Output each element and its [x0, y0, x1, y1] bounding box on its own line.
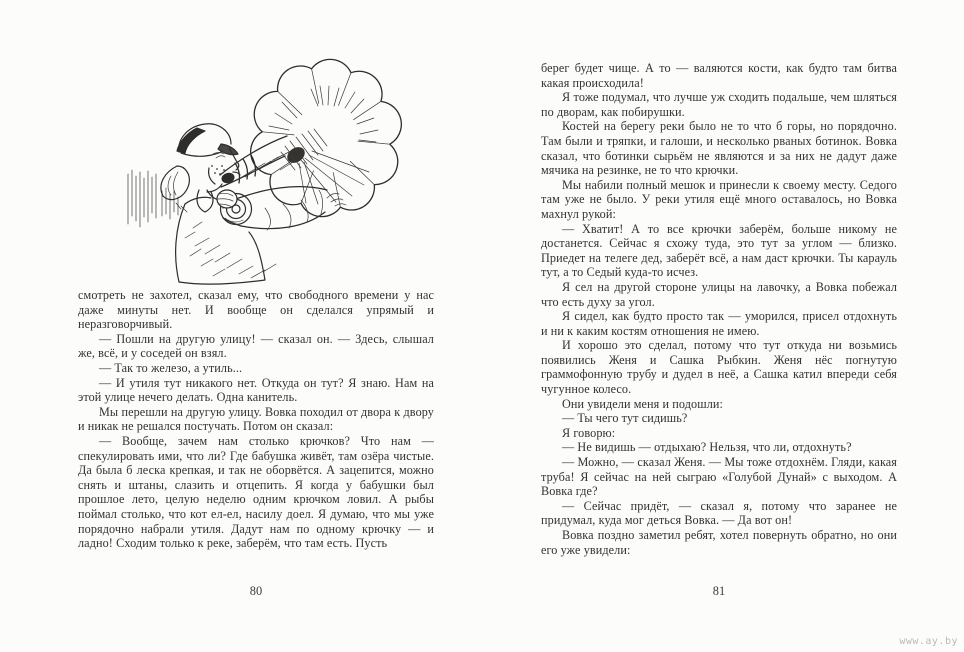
- horn-bell: [251, 59, 402, 216]
- paragraph: смотреть не захотел, сказал ему, что свободного времени у нас даже минуты нет. И вообще он сделался упрямый и неразговорчивый.: [78, 288, 434, 332]
- paragraph: Я сел на другой стороне улицы на лавочку, а Вовка побежал что есть духу за угол.: [541, 279, 897, 309]
- paragraph: Я сидел, как будто просто так — уморился, присел отдохнуть и ни к каким костям отношения не имею.: [541, 309, 897, 338]
- paragraph: — Не видишь — отдыхаю? Нельзя, что ли, отдохнуть?: [562, 440, 852, 455]
- paragraph: — Хватит! А то все крючки заберём, больше никому не достанется. Сейчас я схожу туда, это тут за углом — близко. Приедет на телеге дед, заберёт всё, а нам даст крючки. Ты карауль тут, а то Седый куда-то исчез.: [541, 221, 897, 280]
- paragraph: Они увидели меня и подошли:: [562, 396, 724, 411]
- paragraph: Мы набили полный мешок и принесли к своему месту. Седого там уже не было. У реки утиля ещё много оставалось, но Вовка махнул рукой:: [541, 177, 897, 221]
- paragraph: Мы перешли на другую улицу. Вовка походил от двора к двору и никак не решался постучать. Потом он сказал:: [78, 404, 434, 434]
- paragraph: — Так то железо, а утиль...: [99, 360, 243, 375]
- page-number-81: 81: [712, 584, 726, 598]
- paragraph: — Пошли на другую улицу! — сказал он. — Здесь, слышал же, всё, и у соседей он взял.: [78, 331, 434, 361]
- page-81-text-column: [541, 61, 897, 557]
- ground-hatching: [185, 222, 276, 278]
- paragraph: Я говорю:: [562, 425, 616, 440]
- paragraph: — И утиля тут никакого нет. Откуда он тут? Я знаю. Нам на этой улице нечего делать. Одна канитель.: [78, 375, 434, 405]
- paragraph: Я тоже подумал, что лучше уж сходить подальше, чем шляться по дворам, как побирушки.: [541, 90, 897, 119]
- horn-shading: [269, 86, 378, 204]
- paragraph: И хорошо это сделал, потому что тут откуда ни возьмись появились Женя и Сашка Рыбкин. Женя нёс погнутую граммофонную трубу и дудел в неё, а Сашка катил впереди себя чугунное колесо.: [541, 338, 897, 397]
- illustration-boy-blowing-gramophone-horn-image: [115, 56, 405, 290]
- paragraph: — Вообще, зачем нам столько крючков? Что нам — спекулировать ими, что ли? Где бабушка живёт, там озёра чистые. Да была б леска крепкая, и так не оборвётся. А зацепится, можно снять и штаны, слазить и отцепить. Я когда у бабушки был прошлое лето, целую неделю одним крючком ловил. А рыбы поймал столько, что кот ел-ел, насилу доел. Я думаю, что мы уже порядочно набрали утиля. Дадут нам по одному крючку — и ладно! Сходим только к реке, заберём, что там есть. Пусть: [78, 433, 434, 551]
- paragraph: Костей на берегу реки было не то что б горы, но порядочно. Там были и тряпки, и галоши, и несколько рваных ботинок. Вовка сказал, что ботинки сырьём не являются и за них не дадут даже мячика на резинке, не то что крючки.: [541, 119, 897, 178]
- paragraph: — Ты чего тут сидишь?: [562, 411, 688, 426]
- paragraph: Вовка поздно заметил ребят, хотел повернуть обратно, но они его уже увидели:: [541, 528, 897, 557]
- page-80-text-column: [78, 288, 434, 551]
- paragraph: — Можно, — сказал Женя. — Мы тоже отдохнём. Гляди, какая труба! Я сейчас на ней сыграю «Голубой Дунай» с выходом. А Вовка где?: [541, 455, 897, 499]
- paragraph: берег будет чище. А то — валяются кости, как будто там битва какая происходила!: [541, 61, 897, 90]
- page-number-80: 80: [249, 584, 263, 598]
- watermark: www.ay.by: [899, 636, 958, 647]
- paragraph: — Сейчас придёт, — сказал я, потому что заранее не придумал, куда мог деться Вовка. — Да вот он!: [541, 498, 897, 528]
